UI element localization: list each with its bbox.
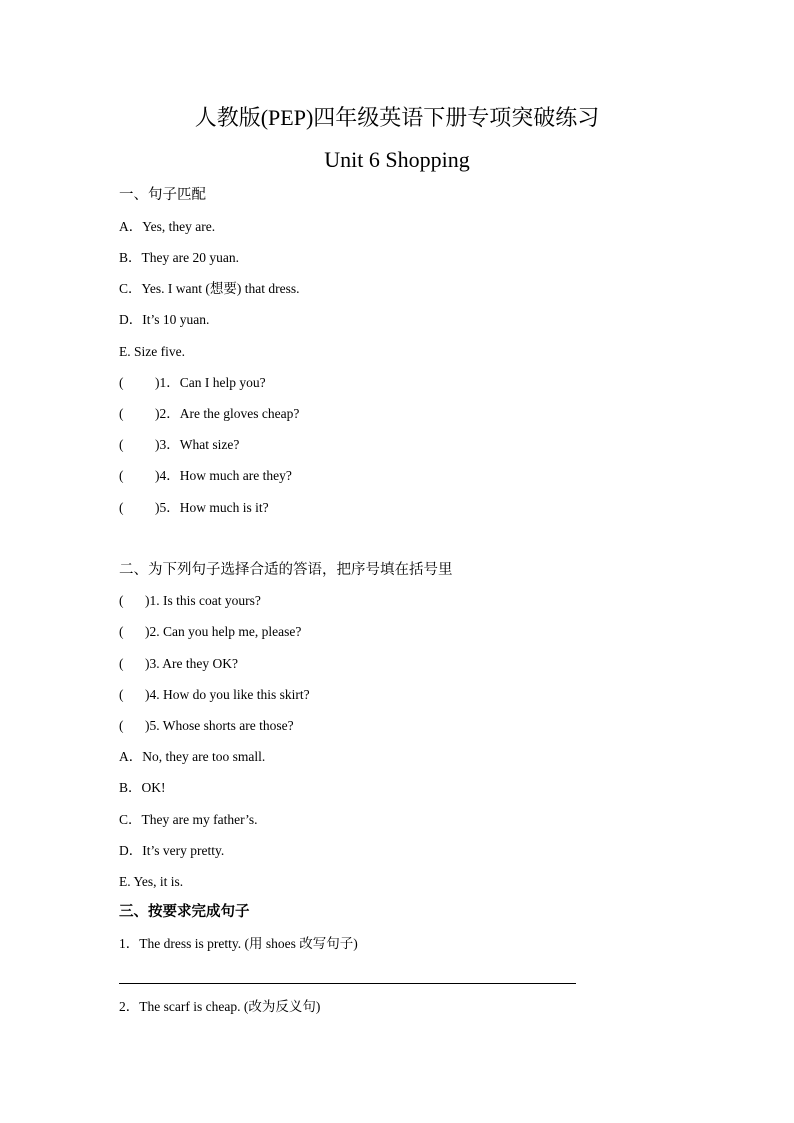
section-1-option: A．Yes, they are. (119, 219, 216, 234)
answer-bracket[interactable]: ( (119, 687, 124, 702)
question-text: )3．What size? (155, 437, 240, 452)
section-2-question (119, 592, 261, 610)
section-1-question (119, 374, 266, 392)
question-text: )2．Are the gloves cheap? (155, 406, 300, 421)
answer-bracket[interactable]: ( (119, 468, 124, 483)
worksheet-title: 人教版(PEP)四年级英语下册专项突破练习 (194, 105, 600, 130)
question-text: )5．How much is it? (155, 500, 269, 515)
section-1-question (119, 499, 269, 517)
question-text: )2. Can you help me, please? (145, 624, 302, 639)
question-text: )1．Can I help you? (155, 375, 266, 390)
section-1-question (119, 467, 292, 485)
question-text: )1. Is this coat yours? (145, 593, 261, 608)
section-2-heading: 二、为下列句子选择合适的答语，把序号填在括号里 (119, 562, 453, 578)
section-1-question (119, 405, 299, 423)
section-3-item: 2．The scarf is cheap. (改为反义句) (119, 999, 321, 1014)
answer-bracket[interactable]: ( (119, 656, 124, 671)
answer-bracket[interactable]: ( (119, 500, 124, 515)
section-1-option: E. Size five. (119, 344, 185, 359)
section-1-option: B．They are 20 yuan. (119, 250, 239, 265)
section-2-question (119, 655, 238, 673)
section-2-question (119, 623, 301, 641)
section-3-item: 1．The dress is pretty. (用 shoes 改写句子) (119, 936, 358, 951)
section-2-option: E. Yes, it is. (119, 874, 184, 889)
question-text: )4．How much are they? (155, 468, 292, 483)
section-2-question (119, 686, 310, 704)
section-2-option: B．OK! (119, 780, 166, 795)
section-3-heading: 三、按要求完成句子 (119, 904, 250, 920)
answer-bracket[interactable]: ( (119, 718, 124, 733)
question-text: )5. Whose shorts are those? (145, 718, 294, 733)
question-text: )3. Are they OK? (145, 656, 238, 671)
section-2-option: C．They are my father’s. (119, 812, 258, 827)
question-text: )4. How do you like this skirt? (145, 687, 310, 702)
answer-bracket[interactable]: ( (119, 437, 124, 452)
section-1-option: D．It’s 10 yuan. (119, 312, 210, 327)
section-2-option: D．It’s very pretty. (119, 843, 225, 858)
answer-bracket[interactable]: ( (119, 375, 124, 390)
answer-bracket[interactable]: ( (119, 406, 124, 421)
answer-bracket[interactable]: ( (119, 593, 124, 608)
section-2-option: A．No, they are too small. (119, 749, 266, 764)
section-1-option: C．Yes. I want (想要) that dress. (119, 281, 300, 296)
worksheet-subtitle: Unit 6 Shopping (324, 147, 470, 172)
section-1-question (119, 436, 239, 454)
section-2-question (119, 717, 294, 735)
answer-bracket[interactable]: ( (119, 624, 124, 639)
section-1-heading: 一、句子匹配 (119, 187, 206, 203)
answer-line[interactable] (119, 983, 576, 984)
